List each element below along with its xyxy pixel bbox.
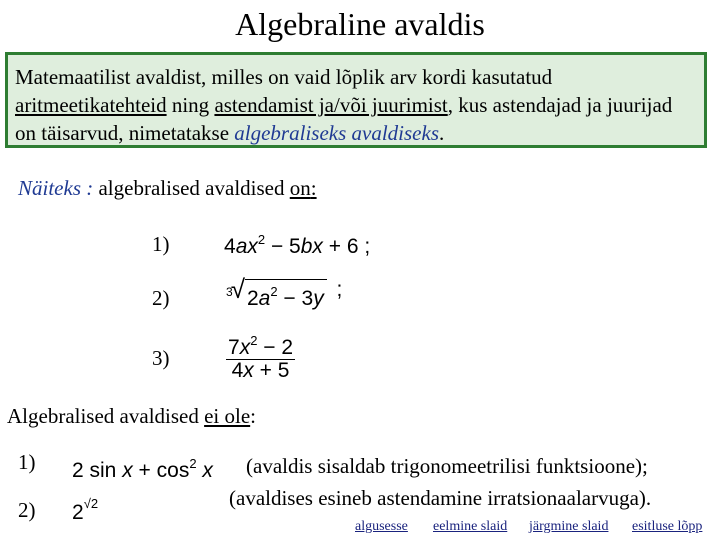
fraction: $\frac{7x^2 - 2}{4x + 5}$ [228,333,294,382]
examples-colon: : [310,176,317,200]
non-example-1-formula: 2 $\sin x + \cos^2 x$ [72,456,213,482]
slide-title: Algebraline avaldis [235,6,485,42]
non-examples-colon: : [250,404,257,428]
non-examples-intro [7,402,256,430]
example-3-number: 3) [152,346,170,370]
example-2-number: 2) [152,286,170,310]
examples-intro [18,174,317,202]
nav-end-link[interactable]: esitluse lõpp [632,519,703,534]
non-example-1-note: (avaldis sisaldab trigonomeetrilisi funktsioone); [246,454,648,478]
example-1-semicolon: ; [364,235,371,258]
definition-highlight: algebraliseks avaldiseks [234,121,439,145]
definition-text-2: ning [166,93,215,117]
nav-prev-link[interactable]: eelmine slaid [433,519,508,534]
example-1-number: 1) [152,232,170,256]
definition-text-4: . [439,121,445,145]
example-2-formula [226,276,342,311]
link-exponentiation-roots[interactable]: astendamist ja/või juurimist [214,93,448,117]
examples-label: Näiteks : [18,176,94,200]
definition-text-3: , kus astendajad ja juurijad on täisarvud, nimetatakse [15,93,673,145]
definition-text-1: Matemaatilist avaldist, milles on vaid lõplik arv kordi kasutatud [15,65,553,89]
link-arithmetic-operations[interactable]: aritmeetikatehteid [15,93,167,117]
non-example-2-note: (avaldises esineb astendamine irratsionaalarvuga). [229,486,652,510]
definition-box [5,52,707,148]
non-examples-intro-text: Algebralised avaldised [7,404,205,428]
example-2-semicolon: ; [336,278,343,301]
nav-home-link[interactable]: algusesse [355,519,408,534]
nav-next-link[interactable]: järgmine slaid [529,519,609,534]
examples-on: on [289,176,311,200]
cube-root: 3 √ $2a^2 - 3y$ [226,277,327,311]
non-examples-ei-ole: ei ole [204,404,251,428]
example-3-formula [226,330,295,382]
non-example-1-number: 1) [18,450,36,474]
non-example-2-formula: $2^{√2}$ [72,496,99,524]
non-example-2-number: 2) [18,498,36,522]
example-1-formula: $4ax^2 - 5bx + 6$ ; [224,232,371,258]
examples-intro-text: algebralised avaldised [93,176,290,200]
